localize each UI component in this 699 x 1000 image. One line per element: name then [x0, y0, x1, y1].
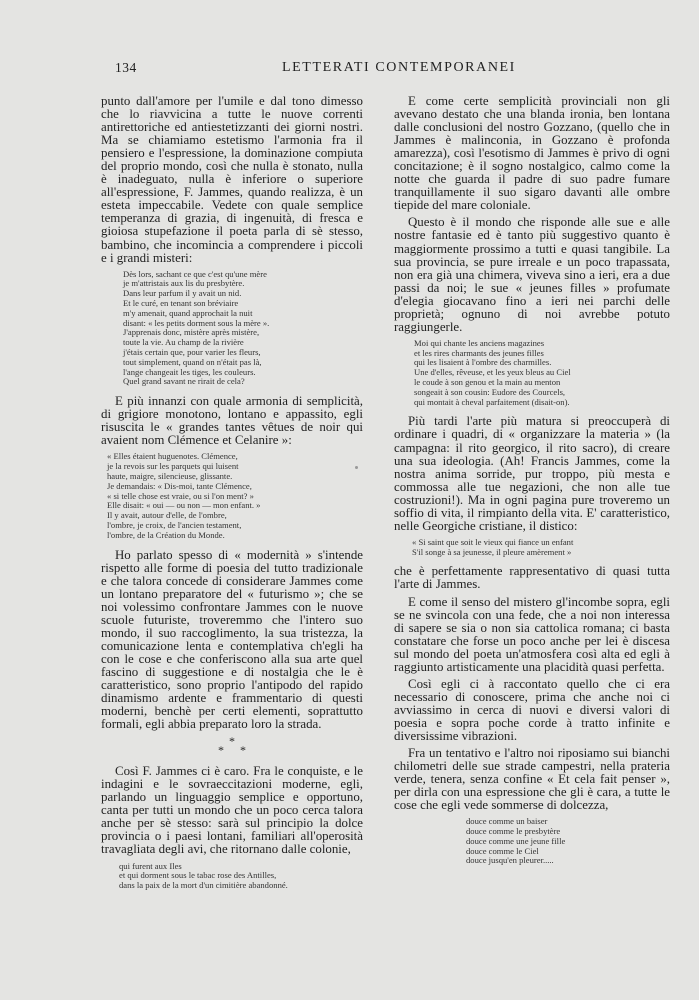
right-paragraph-3: Più tardi l'arte più matura si preoccuperà di ordinare i quadri, di « organizzare la materia » (la campagna: il rito georgico, il rito sacro), di creare una sua ideologia. (Ah! Francis Jammes, come la nostra anima sorride, pur troppo, più mesta e commossa alle tue negazioni, che non alle tue costruzioni!). Ma in ogni pagina pure troveremo un soffio di vita, il rimpianto della vita. E' caratteristico, nelle Georgiche cristiane, il distico:	[394, 414, 670, 533]
running-title: LETTERATI CONTEMPORANEI	[282, 60, 516, 75]
right-quote-3: douce comme un baiser douce comme le presbytère douce comme une jeune fille douce comme le Ciel douce jusqu'en pleurer.....	[466, 816, 566, 866]
page-header	[0, 60, 699, 80]
left-paragraph-3: Ho parlato spesso di « modernità » s'intende rispetto alle forme di poesia del tutto tradizionale e che talora concede di considerare Jammes come un lontano preparatore del « futurismo »; che se noi volessimo confrontare Jammes con le nuove scuole futuriste, troveremmo che l'intero suo mondo, il suo raccoglimento, la sua tristezza, la comunicazione lenta e contemplativa ch'egli ha con le cose e che conferiscono alla sua arte quel fascino di suggestione e di nostalgia che le è caratteristico, sono proprio l'antipodo del rapido dinamismo ardente e frammentario di questi moderni, benchè per certi elementi, soprattutto formali, egli abbia preparato loro la strada.	[101, 547, 363, 732]
right-paragraph-6: Così egli ci à raccontato quello che ci era necessario di conoscere, prima che anche noi ci avviassimo in cerca di nuovi e diversi valori di poesia e sopra poche corde à tratto infinite e diversissime vibrazioni.	[394, 676, 670, 743]
left-paragraph-4: Così F. Jammes ci è caro. Fra le conquiste, e le indagini e le sovraeccitazioni moderne, egli, parlando un linguaggio semplice e opportuno, canta per tutti un mondo che un poco cerca talora anche per sè stesso: sarà sul principio la dolce provincia o i paesi lontani, familiari all'operosità travagliata degli avi, che ritornano dalle colonie,	[101, 764, 363, 857]
separator-star-left: *	[218, 743, 224, 758]
right-quote-2: « Si saint que soit le vieux qui fiance un enfant S'il songe à sa jeunesse, il pleure amèrement »	[412, 536, 574, 557]
right-paragraph-2: Questo è il mondo che risponde alle sue e alle nostre fantasie ed è tanto più suggestivo quanto è maggiormente prossimo a tutti e quasi tangibile. La sua provincia, se pure irreale e un poco trapassata, non era già una chimera, viveva sino a ieri, era a due passi da noi; le sue « jeunes filles » profumate d'elegia giocavano fino a ieri nei parchi delle proprietà; ognuno di noi avrebbe potuto raggiungerle.	[394, 215, 670, 334]
left-quote-1: Dès lors, sachant ce que c'est qu'une mère je m'attristais aux lis du presbytère. Dans leur parfum il y avait un nid. Et le curé, en tenant son bréviaire m'y amenait, quand approchait la nuit disant: « les petits dorment sous la mère ». J'apprenais donc, mistère après mistère, toute la vie. Au champ de la rivière j'étais certain que, pour varier les fleurs, tout simplement, quand on n'était pas là, l'ange changeait les tiges, les couleurs. Quel grand savant ne rirait de cela?	[123, 268, 270, 387]
paper-speck	[355, 466, 358, 469]
section-separator	[101, 734, 363, 758]
left-paragraph-2: E più innanzi con quale armonia di semplicità, di grigiore monotono, lontano e appassito, egli risuscita le « grandes tantes vêtues de noir qui avaient nom Clémence et Celanire »:	[101, 394, 363, 448]
separator-star-top: *	[229, 734, 235, 749]
separator-star-right: *	[240, 743, 246, 758]
right-paragraph-1: E come certe semplicità provinciali non gli avevano destato che una blanda ironia, ben lontana dalle conclusioni del nostro Gozzano, (quello che in Jammes è malinconia, in Gozzano è profonda amarezza), così l'esotismo di Jammes è privo di ogni concitazione; è il sogno nostalgico, calmo come la notte che guarda il padre di suo padre fumare tranquillamente il suo sigaro davanti alle ombre tiepide del mare coloniale.	[394, 94, 670, 213]
right-quote-1: Moi qui chante les anciens magazines et les rires charmants des jeunes filles qui les lisaient à l'ombre des charmilles. Une d'elles, rêveuse, et les yeux bleus au Ciel le coude à son genou et la main au menton songeait à son cousin: Eudore des Courcels, qui montait à cheval parfaitement (disait-on).	[414, 337, 571, 407]
left-quote-2: « Elles étaient huguenotes. Clémence, je la revois sur les parquets qui luisent haute, maigre, silencieuse, glissante. Je demandais: « Dis-moi, tante Clémence, « si telle chose est vraie, ou si l'on ment? » Elle disait: « oui — ou non — mon enfant. » Il y avait, autour d'elle, de l'ombre, l'ombre, je croix, de l'ancien testament, l'ombre, de la Création du Monde.	[107, 451, 261, 540]
left-paragraph-1: punto dall'amore per l'umile e dal tono dimesso che lo riavvicina a tutte le nuove correnti antirettoriche ed antiestetizzanti dei giorni nostri. Ma se chiamiamo estetismo l'armonia fra il pensiero e l'espressione, la dominazione compiuta del proprio mondo, così che nulla è stonato, nulla è inadeguato, nulla è inferiore o superiore all'espressione, F. Jammes, quando realizza, è un esteta impeccabile. Vedete con quale semplice temperanza di grazia, di ingenuità, di fresca e gioiosa stupefazione il poeta parla di sè stesso, bambino, che incomincia a comprendere i piccoli e i grandi misteri:	[101, 94, 363, 265]
right-column	[394, 95, 670, 874]
left-quote-3: qui furent aux Iles et qui dorment sous le tabac rose des Antilles, dans la paix de la mort d'un cimitière abandonné.	[119, 860, 288, 891]
right-paragraph-4: che è perfettamente rappresentativo di quasi tutta l'arte di Jammes.	[394, 564, 670, 592]
page-number: 134	[115, 60, 137, 75]
right-paragraph-7: Fra un tentativo e l'altro noi riposiamo sui bianchi chilometri delle sue strade campestri, nella prateria verde, tenera, senza confine « Et cela fait penser », per dirla con una espressione che gli è cara, a tutte le cose che egli vede sommerse di dolcezza,	[394, 746, 670, 813]
right-paragraph-5: E come il senso del mistero gl'incombe sopra, egli se ne svincola con una fede, che a noi non interessa di sapere se sia o non sia cattolica romana; ci basta constatare che forse un poco anche per lei è discesa sul mondo del poeta un'atmosfera così alta ed egli à raggiunto artisticamente una placidità quasi perfetta.	[394, 594, 670, 674]
left-column	[101, 95, 363, 899]
